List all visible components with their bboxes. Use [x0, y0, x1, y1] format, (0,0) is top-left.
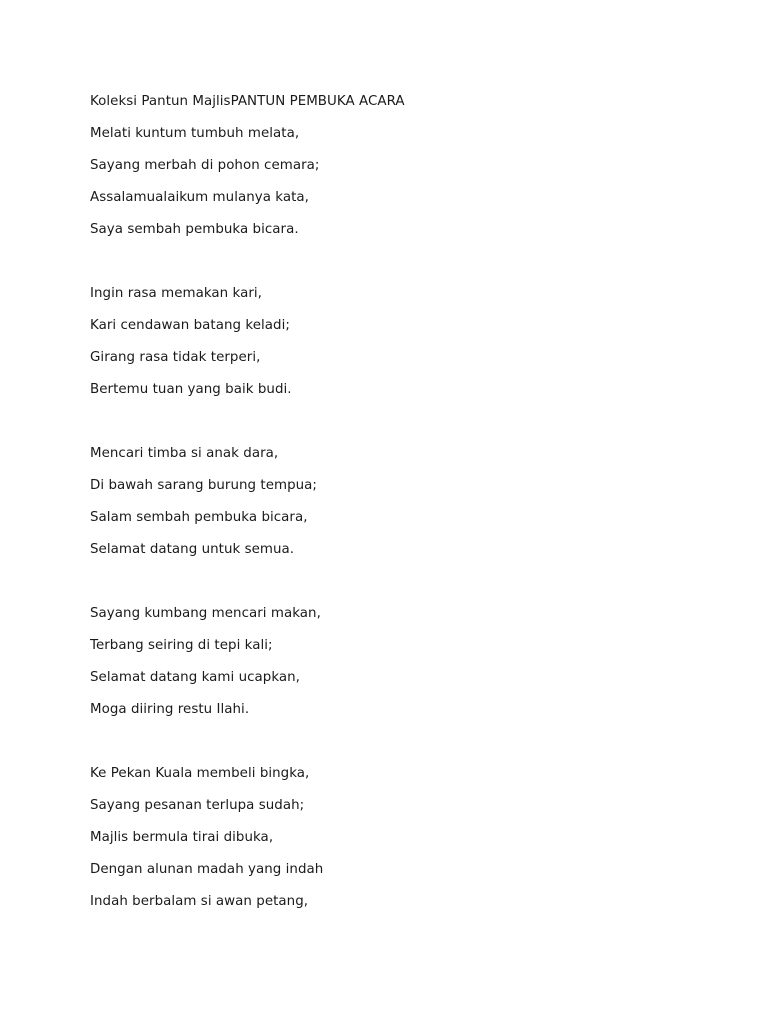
- poem-line: Dengan alunan madah yang indah: [90, 862, 324, 877]
- poem-line: Terbang seiring di tepi kali;: [90, 638, 273, 653]
- stanza-divider: [90, 726, 690, 758]
- poem-line: Di bawah sarang burung tempua;: [90, 478, 317, 493]
- document-title: Koleksi Pantun MajlisPANTUN PEMBUKA ACARA: [90, 94, 405, 109]
- poem-line: Sayang pesanan terlupa sudah;: [90, 798, 305, 813]
- poem-line: Moga diiring restu Ilahi.: [90, 702, 250, 717]
- poem-line: Kari cendawan batang keladi;: [90, 318, 290, 333]
- poem-line: Salam sembah pembuka bicara,: [90, 510, 308, 525]
- poem-line: Saya sembah pembuka bicara.: [90, 222, 299, 237]
- poem-line: Sayang merbah di pohon cemara;: [90, 158, 320, 173]
- poem-line: Majlis bermula tirai dibuka,: [90, 830, 274, 845]
- stanza-divider: [90, 246, 690, 278]
- stanza-divider: [90, 406, 690, 438]
- stanza-divider: [90, 566, 690, 598]
- stanza: [90, 118, 690, 246]
- stanza: [90, 758, 690, 918]
- poem-line: Ke Pekan Kuala membeli bingka,: [90, 766, 310, 781]
- poem-line: Sayang kumbang mencari makan,: [90, 606, 321, 621]
- stanza: [90, 598, 690, 726]
- stanza: [90, 278, 690, 406]
- document-page: [90, 86, 690, 918]
- poem-line: Melati kuntum tumbuh melata,: [90, 126, 300, 141]
- poem-line: Assalamualaikum mulanya kata,: [90, 190, 309, 205]
- poem-line: Bertemu tuan yang baik budi.: [90, 382, 292, 397]
- poem-line: Mencari timba si anak dara,: [90, 446, 279, 461]
- poem-line: Girang rasa tidak terperi,: [90, 350, 261, 365]
- poem-line: Indah berbalam si awan petang,: [90, 894, 309, 909]
- stanza: [90, 438, 690, 566]
- poem-line: Ingin rasa memakan kari,: [90, 286, 262, 301]
- poem-line: Selamat datang untuk semua.: [90, 542, 295, 557]
- poem-line: Selamat datang kami ucapkan,: [90, 670, 300, 685]
